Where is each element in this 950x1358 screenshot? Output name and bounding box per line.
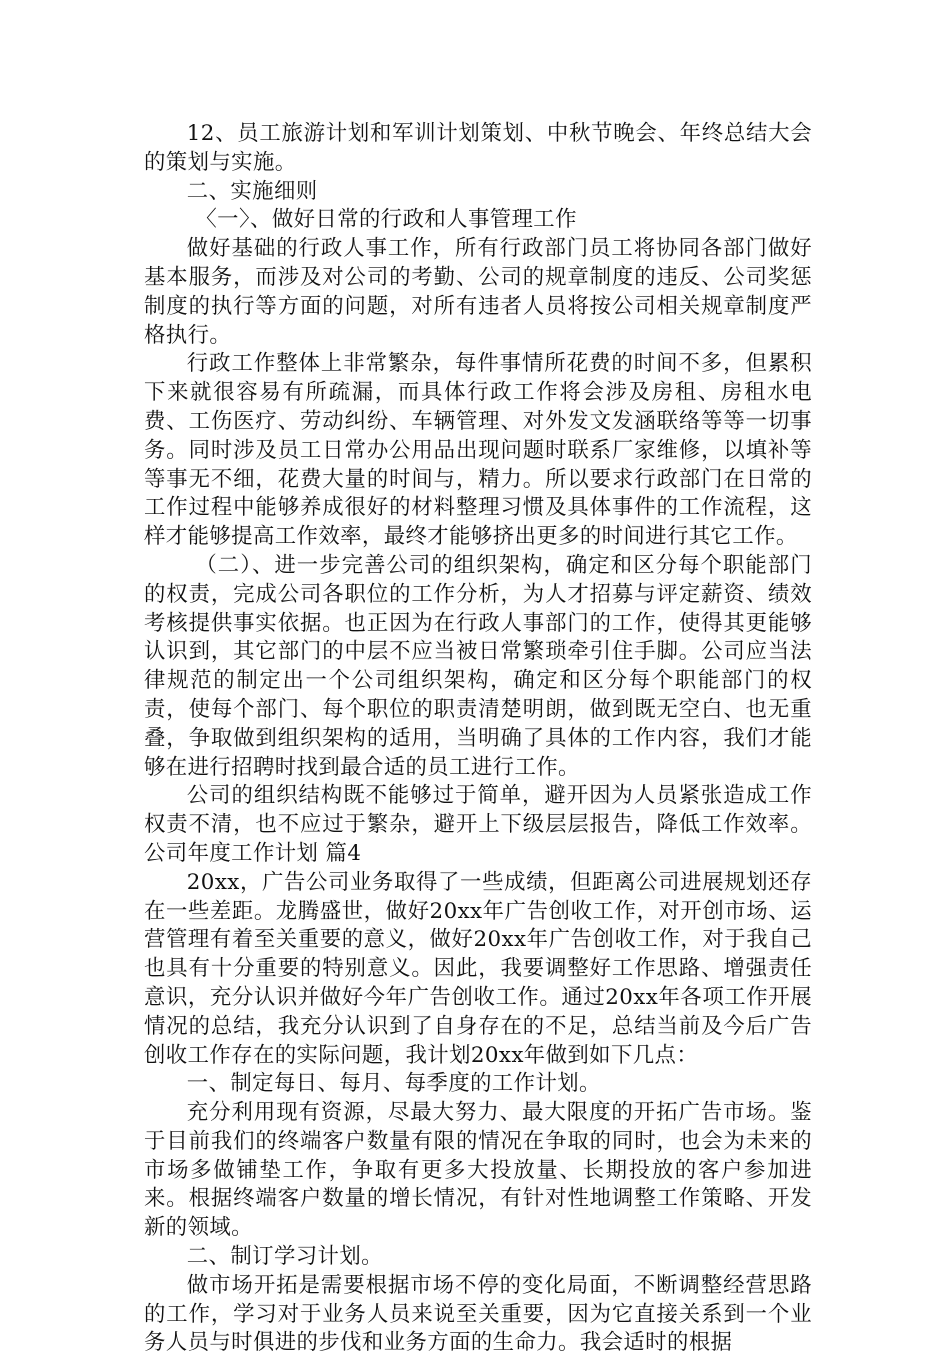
document-body [144, 120, 812, 1358]
section-heading-plan: 一、制定每日、每月、每季度的工作计划。 [186, 1071, 601, 1097]
paragraph: 做市场开拓是需要根据市场不停的变化局面，不断调整经营思路的工作，学习对于业务人员来说至关重要，因为它直接关系到一个业务人员与时俱进的步伐和业务方面的生命力。我会适时的根据 [144, 1272, 812, 1356]
section-heading-implementation: 二、实施细则 [186, 178, 318, 204]
paragraph: 充分利用现有资源，尽最大努力、最大限度的开拓广告市场。鉴于目前我们的终端客户数量有限的情况在争取的同时，也会为未来的市场多做铺垫工作，争取有更多大投放量、长期投放的客户参加进来。根据终端客户数量的增长情况，有针对性地调整工作策略、开发新的领域。 [144, 1100, 812, 1241]
paragraph-item-12: 12、员工旅游计划和军训计划策划、中秋节晚会、年终总结大会的策划与实施。 [144, 121, 812, 175]
section-heading-study: 二、制订学习计划。 [186, 1244, 383, 1270]
paragraph: 公司的组织结构既不能够过于简单，避开因为人员紧张造成工作权责不清，也不应过于繁杂，避开上下级层层报告，降低工作效率。公司年度工作计划 篇4 [144, 783, 812, 866]
subsection-heading-1: 〈一〉、做好日常的行政和人事管理工作 [195, 207, 577, 233]
paragraph: 20xx，广告公司业务取得了一些成绩，但距离公司进展规划还存在一些差距。龙腾盛世，做好20xx年广告创收工作，对开创市场、运营管理有着至关重要的意义，做好20xx年广告创收工作，对于我自己也具有十分重要的特别意义。因此，我要调整好工作思路、增强责任意识，充分认识并做好今年广告创收工作。通过20xx年各项工作开展情况的总结，我充分认识到了自身存在的不足，总结当前及今后广告创收工作存在的实际问题，我计划20xx年做到如下几点： [144, 869, 812, 1068]
paragraph-subsection-2: （二）、进一步完善公司的组织架构，确定和区分每个职能部门的权责，完成公司各职位的工作分析，为人才招募与评定薪资、绩效考核提供事实依据。也正因为在行政人事部门的工作，使得其更能够认识到，其它部门的中层不应当被日常繁琐牵引住手脚。公司应当法律规范的制定出一个公司组织架构，确定和区分每个职能部门的权责，使每个部门、每个职位的职责清楚明朗，做到既无空白、也无重叠，争取做到组织架构的适用，当明确了具体的工作内容，我们才能够在进行招聘时找到最合适的员工进行工作。 [144, 552, 812, 780]
paragraph: 行政工作整体上非常繁杂，每件事情所花费的时间不多，但累积下来就很容易有所疏漏，而具体行政工作将会涉及房租、房租水电费、工伤医疗、劳动纠纷、车辆管理、对外发文发涵联络等等一切事务。同时涉及员工日常办公用品出现问题时联系厂家维修，以填补等等事无不细，花费大量的时间与，精力。所以要求行政部门在日常的工作过程中能够养成很好的材料整理习惯及具体事件的工作流程，这样才能够提高工作效率，最终才能够挤出更多的时间进行其它工作。 [144, 351, 812, 550]
paragraph: 做好基础的行政人事工作，所有行政部门员工将协同各部门做好基本服务，而涉及对公司的考勤、公司的规章制度的违反、公司奖惩制度的执行等方面的问题，对所有违者人员将按公司相关规章制度严格执行。 [144, 236, 812, 348]
